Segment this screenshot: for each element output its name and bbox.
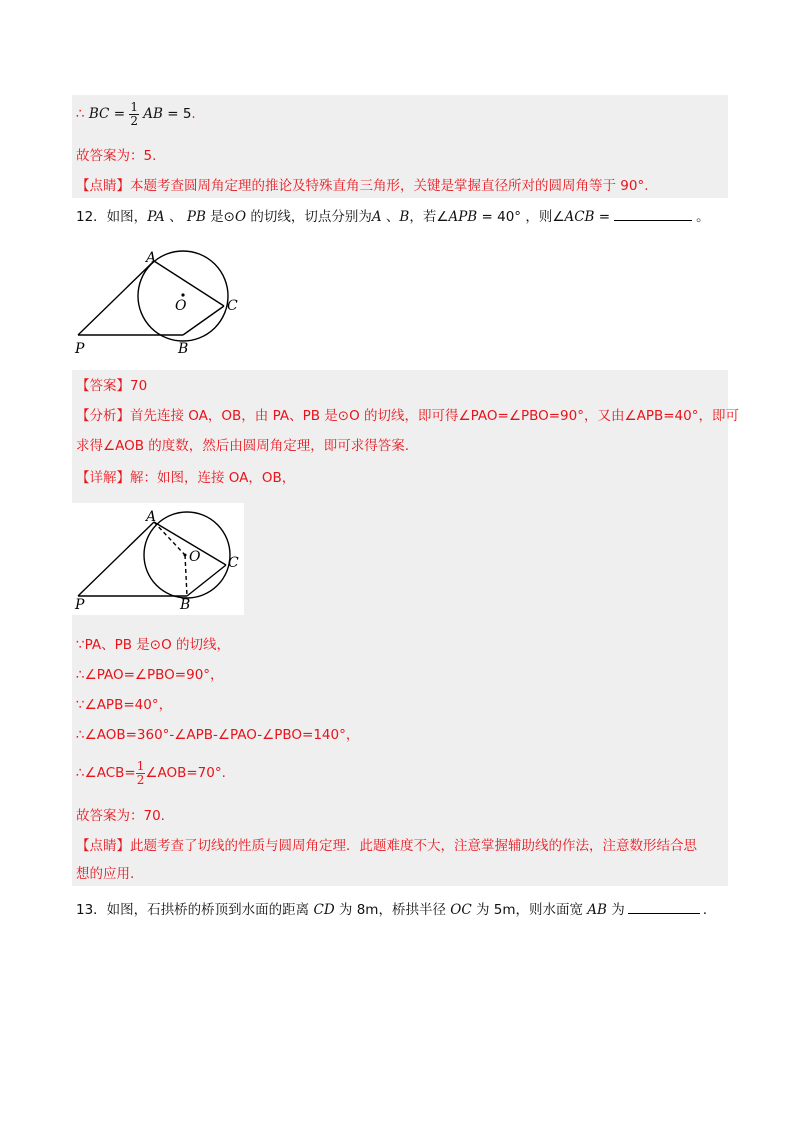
q12-step-2: ∴∠PAO=∠PBO=90°， <box>76 667 224 683</box>
equals-five: = 5 <box>167 106 192 122</box>
q13-prefix: 13．如图，石拱桥的桥顶到水面的距离 <box>76 902 314 918</box>
stem-middle: 的切线，切点分别为 <box>246 209 372 225</box>
ab-label: AB <box>587 902 607 918</box>
label-b: B <box>178 341 189 357</box>
a-label: A <box>371 209 382 225</box>
q12-answer <box>76 376 147 396</box>
if-text: ，若∠ <box>409 209 449 225</box>
segment-pa <box>78 522 154 596</box>
o-label: O <box>235 209 247 225</box>
q12-step-4: ∴∠AOB=360°-∠APB-∠PAO-∠PBO=140°， <box>76 727 360 743</box>
label-b: B <box>180 597 191 613</box>
q12-number: 12．如图， <box>76 209 148 225</box>
q13-mid-1: 为 8m，桥拱半径 <box>334 902 451 918</box>
answer-blank[interactable] <box>628 899 700 914</box>
fraction-numerator: 1 <box>130 99 138 114</box>
detail-tag: 【详解】 <box>76 470 130 486</box>
segment-ob-dashed <box>185 555 187 596</box>
answer-tag: 【答案】 <box>76 378 130 394</box>
q13-mid-3: 为 <box>606 902 625 918</box>
acb-label: ACB <box>564 209 595 225</box>
q12-comment-2: 想的应用. <box>76 866 135 882</box>
q12-step-3: ∵∠APB=40°， <box>76 697 173 713</box>
analysis-text-1: 首先连接 OA，OB，由 PA、PB 是⊙O 的切线，即可得∠PAO=∠PBO=90°，又由∠APB=40°，即可 <box>130 408 739 424</box>
step-prefix: ∴∠ACB= <box>76 765 136 781</box>
q12-stem <box>76 206 710 227</box>
then-text: ，则∠ <box>521 209 565 225</box>
label-o: O <box>189 549 201 565</box>
separator: 、 <box>164 209 187 225</box>
comma: 、 <box>381 209 400 225</box>
therefore-line <box>76 100 196 128</box>
apb-label: APB <box>448 209 478 225</box>
answer-blank[interactable] <box>614 206 692 221</box>
label-c: C <box>228 555 239 571</box>
label-c: C <box>227 298 238 314</box>
equals-sign: = <box>113 106 126 122</box>
q12-detail <box>76 468 295 488</box>
bc-text: BC <box>88 106 110 122</box>
q12-step-1: ∵PA、PB 是⊙O 的切线， <box>76 637 231 653</box>
equals-sign: = <box>594 209 611 225</box>
label-o: O <box>175 298 187 314</box>
cd-label: CD <box>313 902 335 918</box>
pb-label: PB <box>186 209 206 225</box>
q13-stem <box>76 899 707 920</box>
fraction-half <box>136 760 146 787</box>
angle-value: = 40° <box>477 209 522 225</box>
prev-answer: 故答案为：5. <box>76 148 157 164</box>
segment-pa <box>78 261 154 335</box>
fraction-numerator: 1 <box>136 758 145 773</box>
q12-analysis-1 <box>76 406 739 426</box>
label-p: P <box>75 341 85 357</box>
label-p: P <box>75 597 85 613</box>
center-dot <box>184 554 187 557</box>
q13-mid-2: 为 5m，则水面宽 <box>471 902 588 918</box>
period: . <box>702 902 708 918</box>
q12-step-5 <box>76 758 226 788</box>
figure-tangent-circle <box>72 244 252 360</box>
detail-text: 解：如图，连接 OA，OB， <box>130 470 296 486</box>
comment-tag: 【点睛】 <box>76 178 130 194</box>
fraction-denominator: 2 <box>130 113 138 128</box>
circle-o-symbol: 是⊙ <box>205 209 235 225</box>
ab-text: AB <box>143 106 163 122</box>
comment-text-1: 此题考查了切线的性质与圆周角定理．此题难度不大，注意掌握辅助线的作法，注意数形结合思 <box>130 838 697 854</box>
period: . <box>191 106 196 122</box>
segment-bc <box>187 565 226 596</box>
segment-bc <box>183 306 224 335</box>
b-label: B <box>399 209 410 225</box>
pa-label: PA <box>147 209 165 225</box>
fraction-half <box>129 101 139 128</box>
step-suffix: ∠AOB=70°. <box>145 765 226 781</box>
q12-analysis-2: 求得∠AOB 的度数，然后由圆周角定理，即可求得答案. <box>76 438 410 454</box>
center-dot <box>181 293 184 296</box>
answer-value: 70 <box>130 378 148 394</box>
label-a: A <box>146 509 157 525</box>
label-a: A <box>146 250 157 266</box>
analysis-tag: 【分析】 <box>76 408 130 424</box>
oc-label: OC <box>450 902 472 918</box>
prev-comment <box>76 176 649 196</box>
q12-final-answer: 故答案为：70. <box>76 808 165 824</box>
comment-tag: 【点睛】 <box>76 838 130 854</box>
figure-tangent-circle-aux <box>72 503 244 615</box>
therefore-symbol: ∴ <box>76 106 85 122</box>
comment-text: 本题考查圆周角定理的推论及特殊直角三角形，关键是掌握直径所对的圆周角等于 90°. <box>130 178 649 194</box>
period: 。 <box>696 209 710 225</box>
q12-comment-1 <box>76 836 697 856</box>
segment-ac <box>154 261 224 306</box>
fraction-denominator: 2 <box>136 772 145 787</box>
